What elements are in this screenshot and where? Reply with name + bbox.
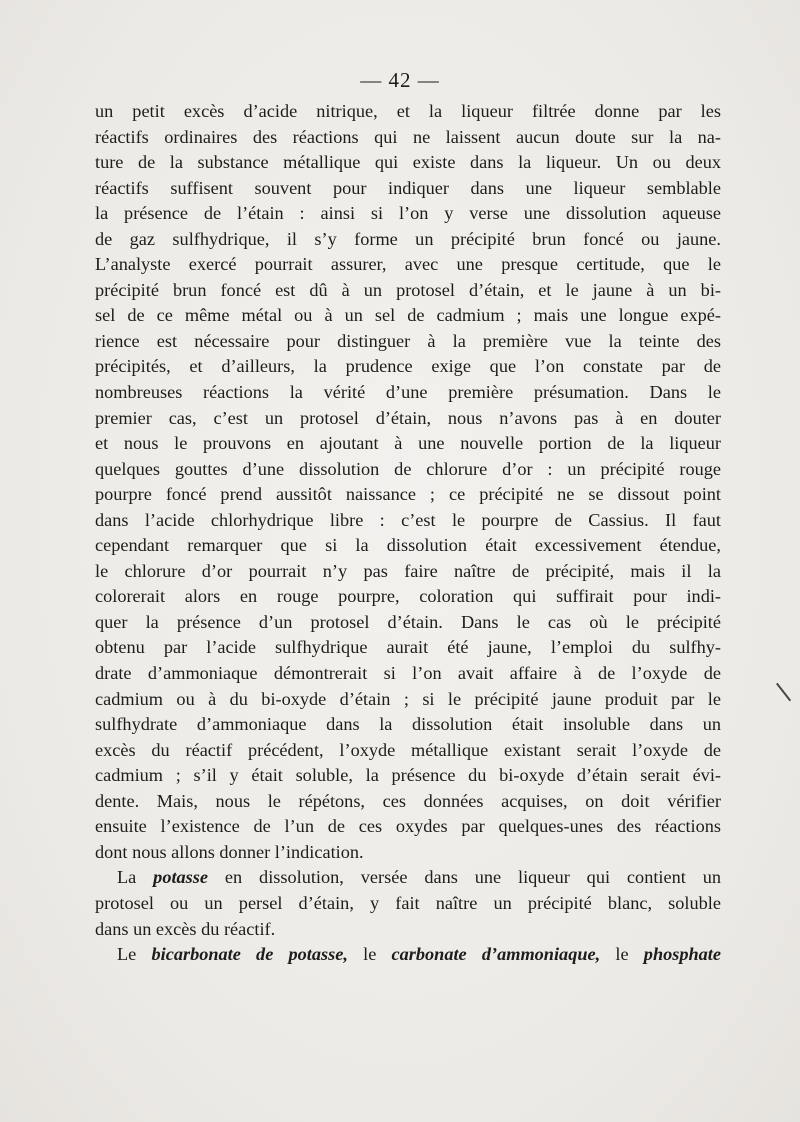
potasse-rest: en dissolution, versée dans une liqueur qui contient un [208,867,721,888]
page-number: — 42 — [360,68,440,92]
bicarbonate-mid: le [347,944,392,965]
bicarbonate-lead: Le [117,944,152,965]
text-line: dans un excès du réactif. [95,918,276,939]
phosphate-term: phosphate [643,944,722,965]
text-line: de gaz sulfhydrique, il s’y forme un précipité brun foncé ou jaune. [95,228,721,249]
text-line: dans l’acide chlorhydrique libre : c’est le pourpre de Cassius. Il faut [95,509,721,530]
text-line: la présence de l’étain : ainsi si l’on y verse une dissolution aqueuse [95,203,721,224]
body-text [95,99,721,968]
text-line: sel de ce même métal ou à un sel de cadmium ; mais une longue expé- [95,305,721,326]
text-line: drate d’ammoniaque démontrerait si l’on avait affaire à de l’oxyde de [95,663,721,684]
text-line: sulfhydrate d’ammoniaque dans la dissolution était insoluble dans un [95,714,721,735]
text-line: réactifs ordinaires des réactions qui ne laissent aucun doute sur la na- [95,126,721,147]
text-line: précipités, et d’ailleurs, la prudence exige que l’on constate par de [95,356,721,377]
text-line: cadmium ; s’il y était soluble, la présence du bi-oxyde d’étain serait évi- [95,765,721,786]
text-line: le chlorure d’or pourrait n’y pas faire naître de précipité, mais il la [95,560,721,581]
potasse-lead: La [117,867,154,888]
text-line: réactifs suffisent souvent pour indiquer dans une liqueur semblable [95,177,721,198]
text-line: L’analyste exercé pourrait assurer, avec une presque certitude, que le [95,254,721,275]
paragraph-potasse-line [95,865,721,891]
text-line: précipité brun foncé est dû à un protosel d’étain, et le jaune à un bi- [95,279,721,300]
text-line: et nous le prouvons en ajoutant à une nouvelle portion de la liqueur [95,433,721,454]
paragraph-bicarbonate-line [95,942,721,968]
text-line: pourpre foncé prend aussitôt naissance ; ce précipité ne se dissout point [95,484,721,505]
text-line: un petit excès d’acide nitrique, et la liqueur filtrée donne par les [95,101,721,121]
potasse-term: potasse [153,867,209,888]
text-line: rience est nécessaire pour distinguer à la première vue la teinte des [95,330,721,351]
text-line: quer la présence d’un protosel d’étain. Dans le cas où le précipité [95,611,721,632]
text-line: dente. Mais, nous le répétons, ces données acquises, on doit vérifier [95,790,721,811]
text-line: quelques gouttes d’une dissolution de chlorure d’or : un précipité rouge [95,458,721,479]
text-line: obtenu par l’acide sulfhydrique aurait été jaune, l’emploi du sulfhy- [95,637,721,658]
text-line: premier cas, c’est un protosel d’étain, nous n’avons pas à en douter [95,407,721,428]
text-line: protosel ou un persel d’étain, y fait naître un précipité blanc, soluble [95,892,721,913]
text-line: excès du réactif précédent, l’oxyde métallique existant serait l’oxyde de [95,739,721,760]
margin-pencil-mark [776,683,791,702]
text-line: colorerait alors en rouge pourpre, coloration qui suffirait pour indi- [95,586,721,607]
text-line: cadmium ou à du bi-oxyde d’étain ; si le précipité jaune produit par le [95,688,721,709]
bicarbonate-term: bicarbonate de potasse, [151,944,348,965]
bicarbonate-mid2: le [600,944,644,965]
text-line: dont nous allons donner l’indication. [95,841,364,862]
text-line: cependant remarquer que si la dissolution était excessivement étendue, [95,535,721,556]
text-line: ture de la substance métallique qui existe dans la liqueur. Un ou deux [95,152,721,173]
carbonate-term: carbonate d’ammoniaque, [391,944,601,965]
text-line: ensuite l’existence de l’un de ces oxydes par quelques-unes des réactions [95,816,721,837]
text-line: nombreuses réactions la vérité d’une première présumation. Dans le [95,382,721,403]
